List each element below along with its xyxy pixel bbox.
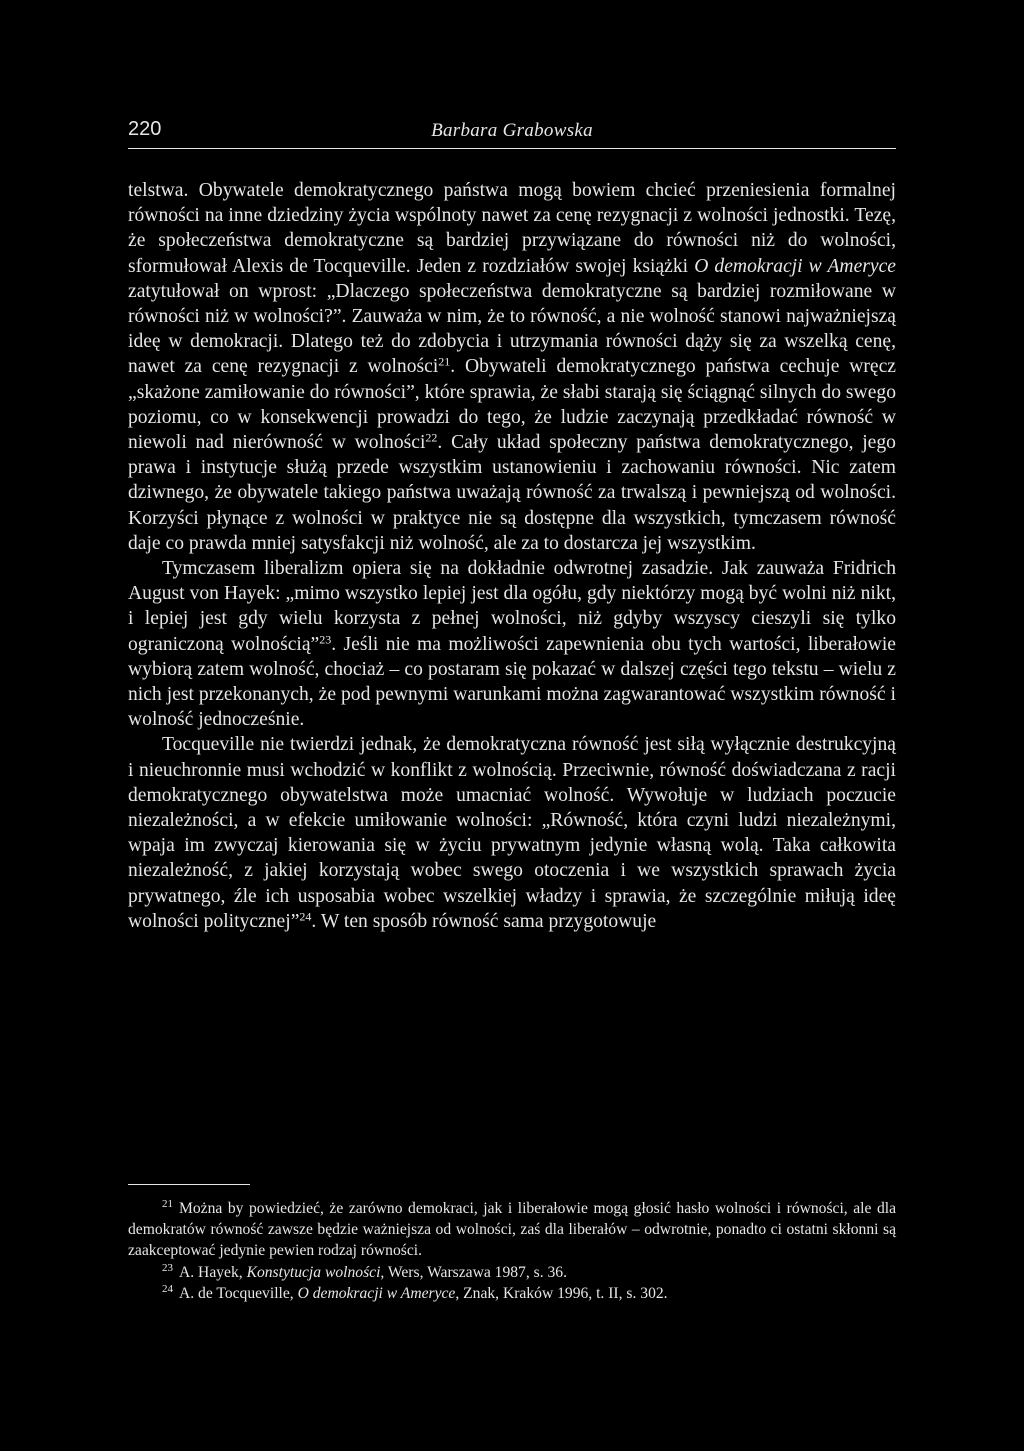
running-header	[128, 118, 896, 149]
footnote-reference: 23	[319, 632, 332, 647]
italic-title: Konstytucja wolności	[246, 1263, 381, 1281]
text-run: . Cały układ społeczny państwa demokratycznego, jego prawa i instytucje służą przede wszystkim ustanowieniu i zachowaniu równości. Nic zatem dziwnego, że obywatele takiego państwa uważają równość za trwalszą i pewniejszą od wolności. Korzyści płynące z wolności w praktyce nie są dostępne dla wszystkich, tymczasem równość daje co prawda mniej satysfakcji niż wolność, ale za to dostarcza jej wszystkim.	[128, 432, 896, 554]
footnote-divider	[128, 1184, 250, 1185]
footnote	[128, 1262, 896, 1283]
footnote	[128, 1198, 896, 1262]
text-run: telstwa. Obywatele demokratycznego państwa mogą bowiem chcieć przeniesienia formalnej równości na inne dziedziny życia wspólnoty nawet za cenę rezygnacji z wolności jednostki. Tezę, że społeczeństwa demokratyczne są bardziej przywiązane do równości niż do wolności, sformułował Alexis de Tocqueville. Jeden z rozdziałów swojej książki	[128, 180, 896, 277]
text-run: . Obywateli demokratycznego państwa cechuje wręcz „skażone zamiłowanie do równości”, które sprawia, że słabi starają się ściągnąć silnych do swego poziomu, co w konsekwencji prowadzi do tego, że ludzie zaczynają przedkładać równość w niewoli nad nierówność w wolności	[128, 356, 897, 454]
text-run: Tocqueville nie twierdzi jednak, że demokratyczna równość jest siłą wyłącznie destrukcyjną i nieuchronnie musi wchodzić w konflikt z wolnością. Przeciwnie, równość doświadczana z racji demokratycznego obywatelstwa może umacniać wolność. Wywołuje w ludziach poczucie niezależności, a w efekcie umiłowanie wolności: „Równość, która czyni ludzi niezależnymi, wpaja im zwyczaj kierowania się w życiu prywatnym jedynie własną wolą. Taka całkowita niezależność, z jakiej korzystają wobec swego otoczenia i we wszystkich sprawach życia prywatnego, źle ich usposabia wobec wszelkiej władzy i sprawia, że szczególnie miłują ideę wolności politycznej”	[128, 734, 896, 932]
italic-title: O demokracji w Ameryce	[694, 255, 896, 277]
footnote-number: 21	[162, 1197, 173, 1210]
footnotes	[128, 1198, 896, 1304]
footnote-reference: 22	[425, 430, 438, 445]
running-header-author: Barbara Grabowska	[431, 120, 593, 141]
text-run: zatytułował on wprost: „Dlaczego społeczeństwa demokratyczne są bardziej rozmiłowane w równości niż w wolności?”. Zauważa w nim, że to równość, a nie wolność stanowi najważniejszą ideę w demokracji. Dlatego też do zdobycia i utrzymania równości dąży się za wszelką cenę, nawet za cenę rezygnacji z wolności	[128, 280, 896, 378]
footnote-reference: 24	[299, 909, 312, 924]
text-run: A. de Tocqueville,	[179, 1284, 298, 1302]
paragraph	[128, 178, 896, 556]
footnote-number: 23	[162, 1261, 173, 1274]
footnote-number: 24	[162, 1282, 173, 1295]
text-run: . W ten sposób równość sama przygotowuje	[311, 910, 657, 932]
page-number: 220	[128, 118, 162, 140]
paragraph	[128, 732, 896, 934]
text-run: A. Hayek,	[179, 1263, 247, 1281]
text-run: , Znak, Kraków 1996, t. II, s. 302.	[455, 1284, 668, 1302]
text-run: Tymczasem liberalizm opiera się na dokładnie odwrotnej zasadzie. Jak zauważa Fridrich August von Hayek: „mimo wszystko lepiej jest dla ogółu, gdy niektórzy mogą być wolni niż nikt, i lepiej jest gdy wielu korzysta z pełnej wolności, niż gdyby wszyscy cieszyli się tylko ograniczoną wolnością”	[128, 558, 896, 655]
footnote	[128, 1283, 896, 1304]
body-text	[128, 178, 896, 934]
text-run: Można by powiedzieć, że zarówno demokraci, jak i liberałowie mogą głosić hasło wolności i równości, ale dla demokratów równość zawsze będzie ważniejsza od wolności, zaś dla liberałów – odwrotnie, ponadto ci ostatni skłonni są zaakceptować jedynie pewien rodzaj równości.	[128, 1200, 896, 1260]
text-run: , Wers, Warszawa 1987, s. 36.	[380, 1263, 568, 1281]
paragraph	[128, 556, 896, 732]
italic-title: O demokracji w Ameryce	[297, 1284, 456, 1302]
footnote-reference: 21	[438, 354, 451, 369]
text-run: . Jeśli nie ma możliwości zapewnienia obu tych wartości, liberałowie wybiorą zatem wolność, chociaż – co postaram się pokazać w dalszej części tego tekstu – wielu z nich jest przekonanych, że pod pewnymi warunkami można zagwarantować wszystkim równość i wolność jednocześnie.	[128, 633, 896, 731]
